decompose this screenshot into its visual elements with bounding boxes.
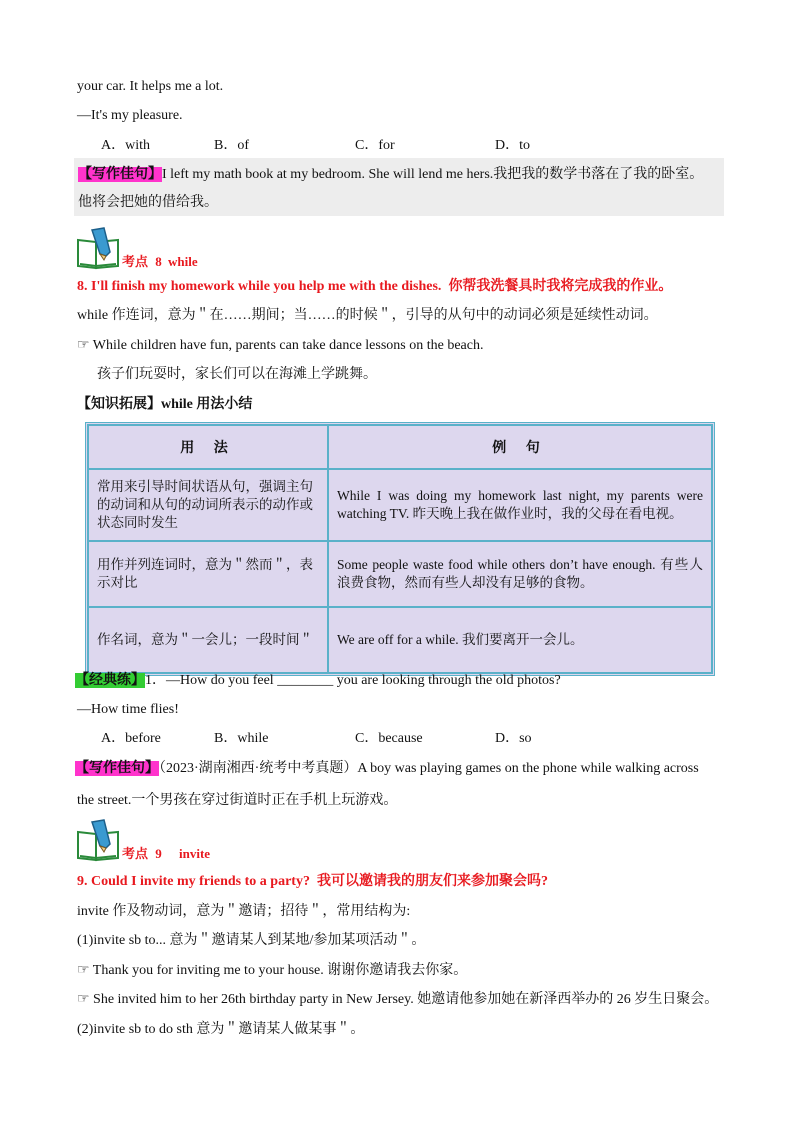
usage-item: (2)invite sb to do sth 意为＂邀请某人做某事＂。 [77,1022,365,1037]
kaodian-label: 考点 8 while [122,254,198,269]
table-header-row [88,425,712,469]
example-sentence: ☞ She invited him to her 26th birthday party in New Jersey. 她邀请他参加她在新泽西举办的 26 岁生日聚会。 [77,992,719,1007]
example-cell: We are off for a while. 我们要离开一会儿。 [328,607,712,673]
usage-item: (1)invite sb to... 意为＂邀请某人到某地/参加某项活动＂。 [77,933,426,948]
note-text: the street.一个男孩在穿过街道时正在手机上玩游戏。 [77,793,398,808]
example-translation: 孩子们玩耍时，家长们可以在海滩上学跳舞。 [97,367,377,382]
writing-tag: 【写作佳句】 [78,167,162,182]
table-row [88,541,712,607]
usage-cell: 用作并列连词时，意为＂然而＂，表示对比 [88,541,328,607]
option-b: B．of [214,138,249,153]
header-example: 例 句 [328,425,712,469]
question-line: your car. It helps me a lot. [77,79,224,94]
practice-question: 【经典练】1．—How do you feel ________ you are looking through the old photos? [75,673,561,688]
option-a: A．with [101,138,150,153]
practice-tag: 【经典练】 [75,673,145,688]
table-row [88,607,712,673]
explanation-text: invite 作及物动词，意为＂邀请；招待＂，常用结构为: [77,904,411,919]
writing-note: 【写作佳句】（2023·湖南湘西·统考中考真题）A boy was playing games on the phone while walking across [75,761,699,776]
answer-line: —It's my pleasure. [77,108,183,123]
writing-note-box [74,158,724,216]
note-text: I left my math book at my bedroom. She will lend me hers.我把我的数学书落在了我的卧室。 [162,167,704,182]
usage-cell: 作名词，意为＂一会儿；一段时间＂ [88,607,328,673]
option-b: B．while [214,731,269,746]
writing-tag: 【写作佳句】 [75,761,159,776]
table-row [88,469,712,541]
option-c: C．because [355,731,423,746]
section-heading: 8. I'll finish my homework while you help me with the dishes. 你帮我洗餐具时我将完成我的作业。 [77,279,673,294]
book-pencil-icon [74,226,122,270]
header-usage: 用 法 [88,425,328,469]
practice-answer: —How time flies! [77,702,179,717]
example-cell: While I was doing my homework last night, my parents were watching TV. 昨天晚上我在做作业时，我的父母在看电视。 [328,469,712,541]
option-d: D．to [495,138,530,153]
book-pencil-icon [74,818,122,862]
option-c: C．for [355,138,395,153]
example-sentence: ☞ Thank you for inviting me to your house. 谢谢你邀请我去你家。 [77,963,468,978]
option-a: A．before [101,731,161,746]
usage-cell: 常用来引导时间状语从句，强调主句的动词和从句的动词所表示的动作或状态同时发生 [88,469,328,541]
usage-table [85,422,715,676]
kaodian-heading [74,818,274,864]
explanation-text: while 作连词，意为＂在……期间；当……的时候＂，引导的从句中的动词必须是延续性动词。 [77,308,658,323]
option-d: D．so [495,731,532,746]
example-cell: Some people waste food while others don’t have enough. 有些人浪费食物，然而有些人却没有足够的食物。 [328,541,712,607]
extension-title: 【知识拓展】while 用法小结 [77,397,253,412]
section-heading: 9. Could I invite my friends to a party? 我可以邀请我的朋友们来参加聚会吗? [77,874,548,889]
kaodian-heading [74,226,274,272]
note-text: 他将会把她的借给我。 [78,195,218,210]
kaodian-label: 考点 9 invite [122,846,211,861]
example-sentence: ☞ While children have fun, parents can take dance lessons on the beach. [77,338,484,353]
